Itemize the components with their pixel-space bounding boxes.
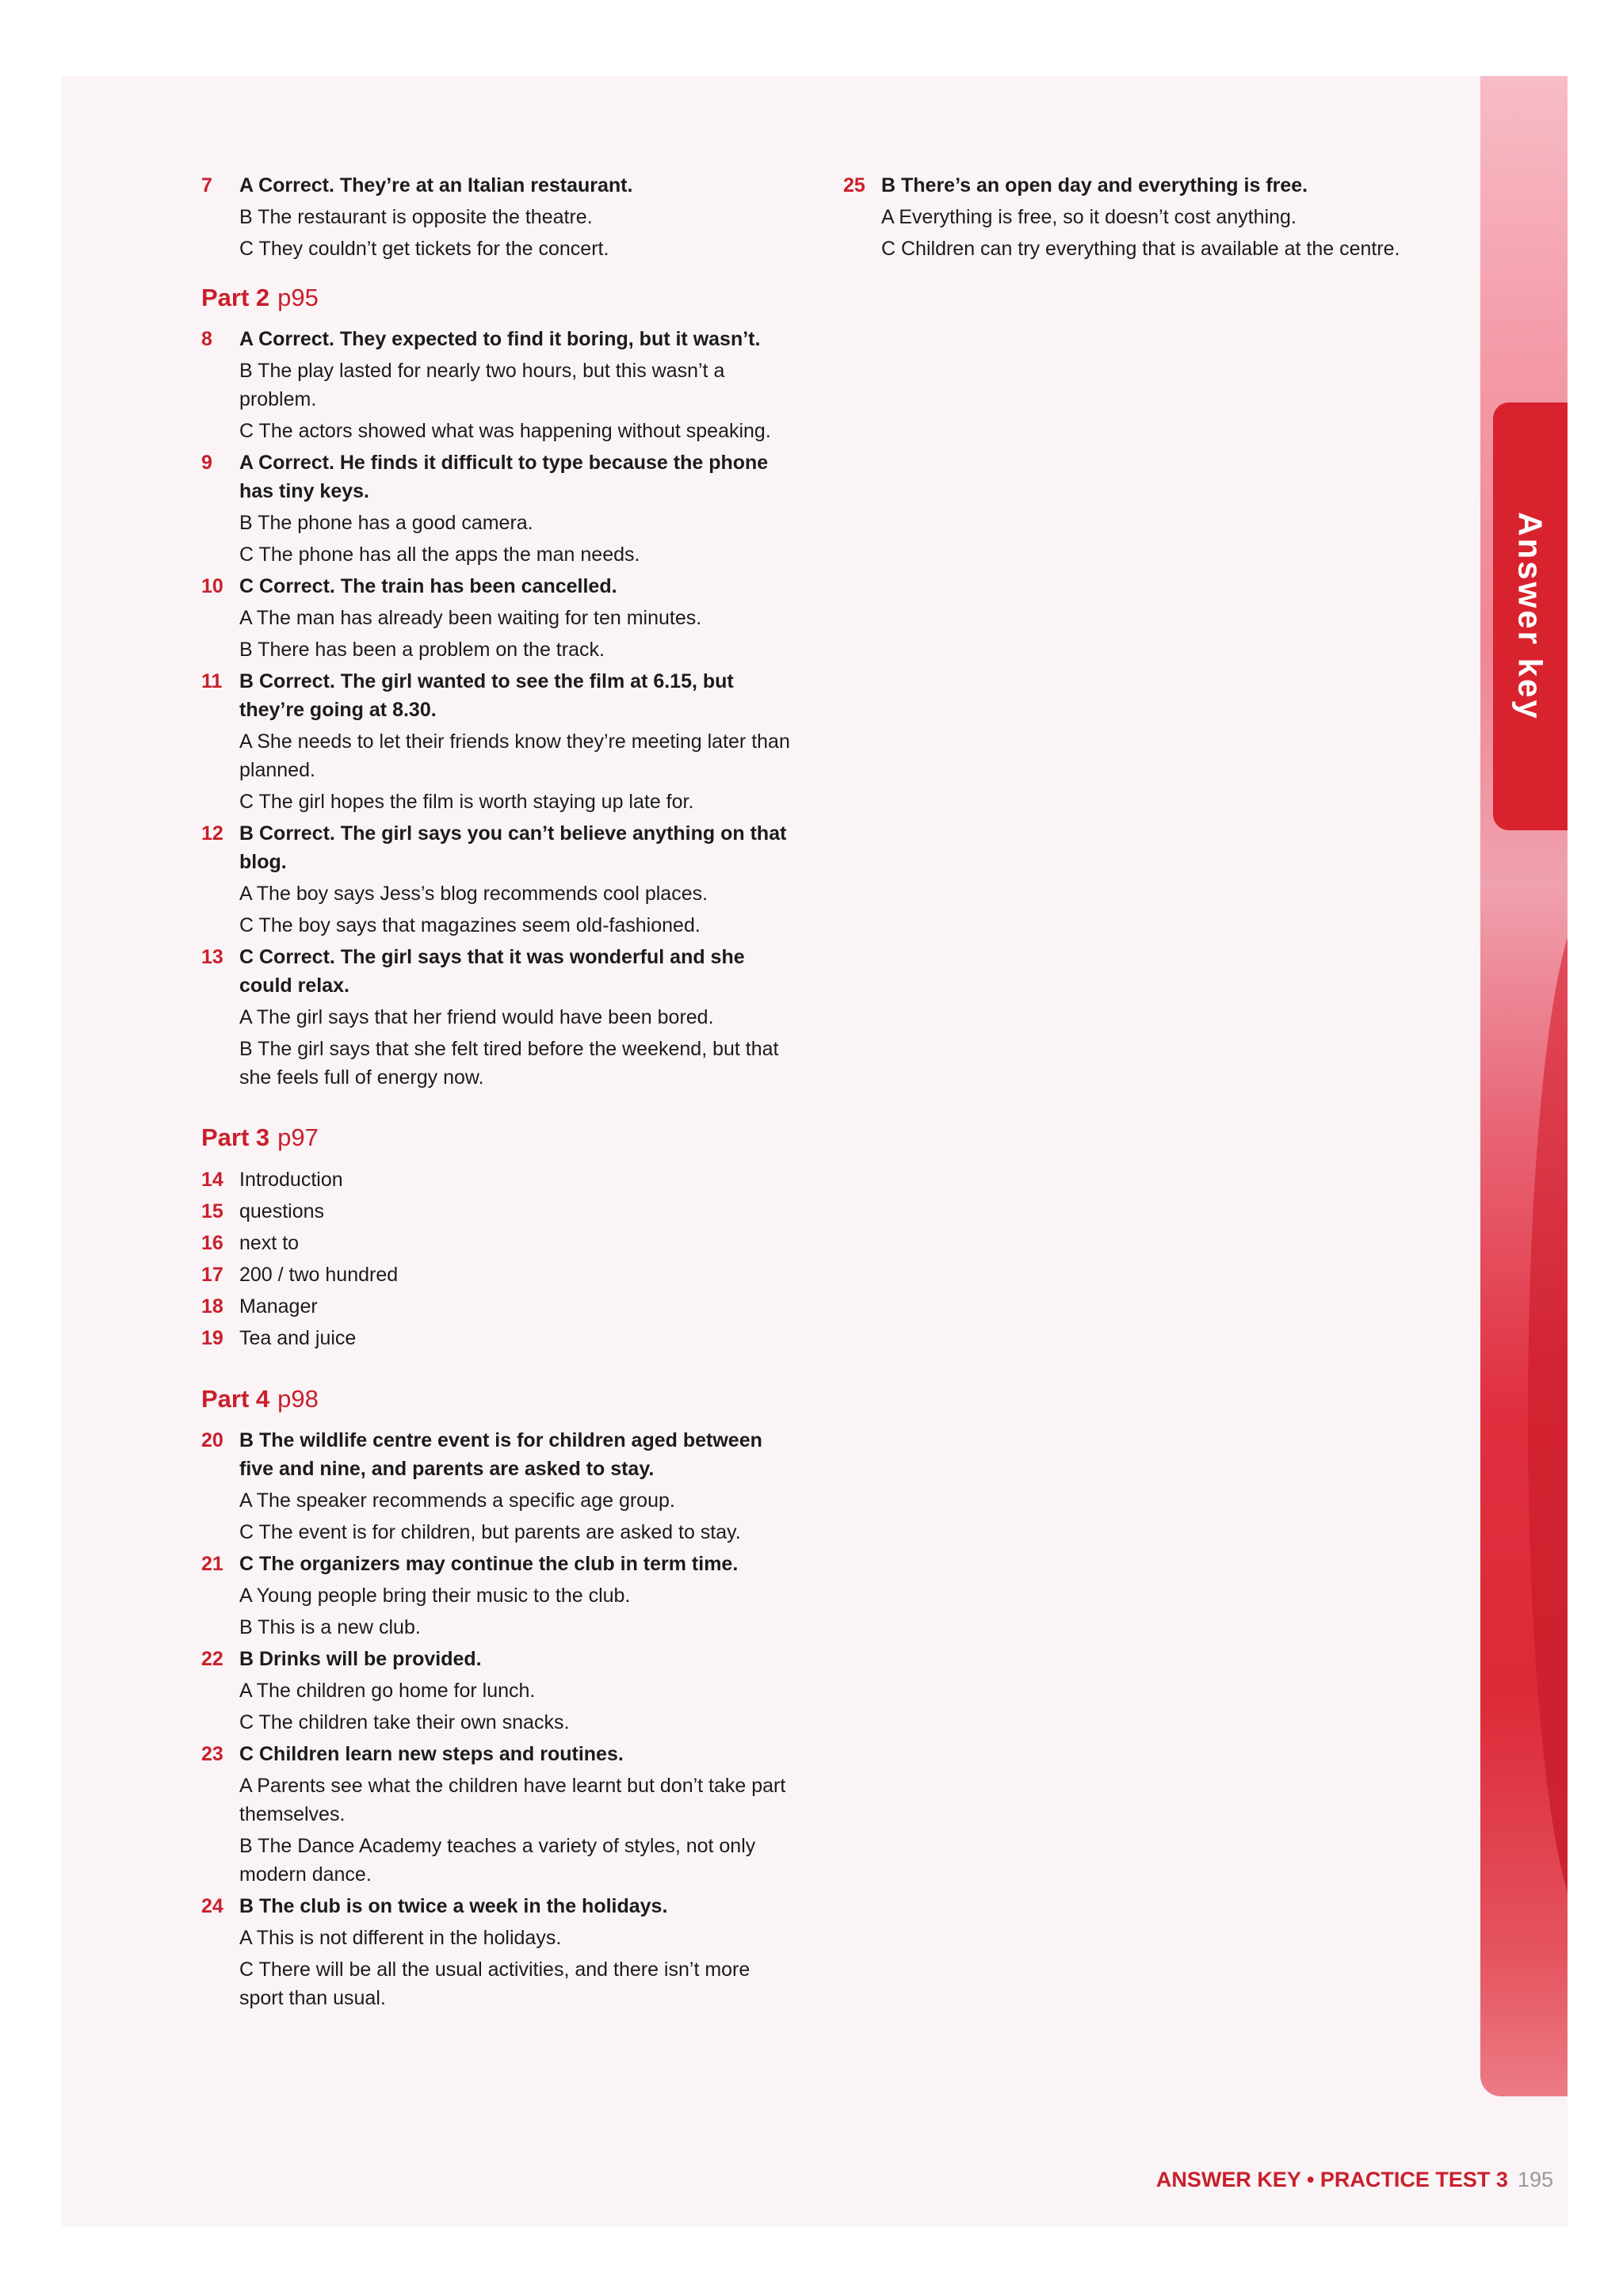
distractor-text: C The event is for children, but parents are asked to stay. [239,1521,741,1543]
decorative-petal-strip [1480,76,1568,2096]
item-number: 16 [201,1232,223,1254]
side-tab-label: Answer key [1512,512,1549,721]
footer-label: ANSWER KEY • PRACTICE TEST 3 [1155,2168,1508,2191]
item-number: 25 [843,174,865,196]
distractor-text: B The play lasted for nearly two hours, but this wasn’t a problem. [239,360,725,410]
answer-item [201,171,796,263]
part-2-heading [201,280,796,315]
correct-answer: B Drinks will be provided. [239,1648,482,1670]
item-number: 9 [201,452,212,474]
distractor-list [239,509,796,569]
distractor-text: B There has been a problem on the track. [239,639,605,661]
distractor-text: B The Dance Academy teaches a variety of styles, not only modern dance. [239,1835,756,1886]
short-answer-text: Tea and juice [239,1327,357,1349]
short-answer-text: Introduction [239,1169,343,1191]
distractor-text: C They couldn’t get tickets for the concert. [239,238,609,260]
correct-answer: C The organizers may continue the club in term time. [239,1553,739,1575]
item-number: 15 [201,1200,223,1222]
item-number: 24 [201,1895,223,1917]
correct-answer: B Correct. The girl wanted to see the film at 6.15, but they’re going at 8.30. [239,670,734,721]
correct-answer: C Correct. The girl says that it was wonderful and she could relax. [239,946,745,997]
distractor-text: A The boy says Jess’s blog recommends cool places. [239,883,708,905]
distractor-text: B The restaurant is opposite the theatre. [239,206,593,228]
distractor-text: C The actors showed what was happening without speaking. [239,420,771,442]
distractor-list [239,1581,796,1642]
correct-answer: B Correct. The girl says you can’t believe anything on that blog. [239,822,787,873]
answer-item [201,448,796,569]
answer-item [201,572,796,664]
item-number: 13 [201,946,223,968]
part-page-ref: p98 [277,1385,319,1413]
answer-item [201,1550,796,1642]
item-number: 14 [201,1169,223,1191]
distractor-text: A Everything is free, so it doesn’t cost anything. [881,206,1296,228]
answer-item [843,171,1414,263]
left-column [201,171,796,2016]
part-4-heading [201,1382,796,1417]
short-answer-text: next to [239,1232,300,1254]
distractor-list [239,203,796,263]
distractor-text: A This is not different in the holidays. [239,1927,562,1949]
correct-answer: A Correct. They expected to find it boring, but it wasn’t. [239,328,761,350]
item-number: 19 [201,1327,223,1349]
part-title: Part 4 [201,1385,270,1413]
item-number: 22 [201,1648,223,1670]
short-answer-text: questions [239,1200,325,1222]
item-number: 7 [201,174,212,196]
distractor-list [239,1486,796,1547]
correct-answer: C Correct. The train has been cancelled. [239,575,617,597]
answer-item [201,819,796,940]
distractor-text: B The phone has a good camera. [239,512,533,534]
short-answer-item [201,1260,796,1290]
page-number: 195 [1517,2168,1553,2191]
distractor-text: A The man has already been waiting for ten minutes. [239,607,702,629]
short-answer-text: 200 / two hundred [239,1264,399,1286]
distractor-list [239,604,796,664]
answer-item [201,1892,796,2012]
distractor-text: A The girl says that her friend would have been bored. [239,1006,714,1028]
right-column [843,171,1414,266]
short-answer-item [201,1196,796,1226]
short-answer-item [201,1228,796,1258]
distractor-text: C The boy says that magazines seem old-fashioned. [239,914,701,936]
part-3-heading [201,1120,796,1155]
distractor-text: C Children can try everything that is available at the centre. [881,238,1400,260]
item-number: 18 [201,1295,223,1318]
item-number: 20 [201,1429,223,1451]
distractor-list [239,727,796,816]
correct-answer: B The club is on twice a week in the holidays. [239,1895,668,1917]
distractor-text: A The speaker recommends a specific age group. [239,1489,675,1512]
distractor-list [239,1772,796,1889]
distractor-text: B The girl says that she felt tired before the weekend, but that she feels full of energy now. [239,1038,779,1089]
part-title: Part 3 [201,1123,270,1151]
item-number: 21 [201,1553,223,1575]
answer-key-side-tab [1493,402,1568,830]
distractor-list [239,1924,796,2012]
page-footer [951,2168,1553,2192]
distractor-text: A Young people bring their music to the club. [239,1585,631,1607]
distractor-text: C The girl hopes the film is worth staying up late for. [239,791,694,813]
distractor-text: A The children go home for lunch. [239,1680,536,1702]
correct-answer: A Correct. They’re at an Italian restaurant. [239,174,633,196]
decorative-petal-shape [1528,900,1568,1930]
correct-answer: B There’s an open day and everything is free. [881,174,1308,196]
answer-item [201,1740,796,1889]
answer-item [201,1645,796,1737]
short-answer-item [201,1323,796,1353]
item-number: 10 [201,575,223,597]
short-answer-text: Manager [239,1295,318,1318]
answer-item [201,325,796,445]
answer-item [201,1426,796,1547]
answer-item [201,667,796,816]
item-number: 8 [201,328,212,350]
short-answer-item [201,1291,796,1322]
distractor-list [881,203,1414,263]
distractor-text: A She needs to let their friends know they’re meeting later than planned. [239,730,790,781]
distractor-text: C The phone has all the apps the man needs. [239,543,640,566]
answer-item [201,943,796,1092]
item-number: 11 [201,670,223,692]
part-page-ref: p95 [277,284,319,311]
correct-answer: A Correct. He finds it difficult to type because the phone has tiny keys. [239,452,769,502]
distractor-list [239,1676,796,1737]
correct-answer: C Children learn new steps and routines. [239,1743,624,1765]
distractor-list [239,1003,796,1092]
item-number: 17 [201,1264,223,1286]
part-page-ref: p97 [277,1123,319,1151]
item-number: 23 [201,1743,223,1765]
part-title: Part 2 [201,284,270,311]
distractor-text: A Parents see what the children have learnt but don’t take part themselves. [239,1775,786,1825]
distractor-text: B This is a new club. [239,1616,421,1638]
distractor-list [239,357,796,445]
short-answer-item [201,1165,796,1195]
item-number: 12 [201,822,223,845]
correct-answer: B The wildlife centre event is for children aged between five and nine, and parents are asked to stay. [239,1429,762,1480]
distractor-list [239,879,796,940]
distractor-text: C The children take their own snacks. [239,1711,570,1733]
distractor-text: C There will be all the usual activities, and there isn’t more sport than usual. [239,1958,750,2009]
